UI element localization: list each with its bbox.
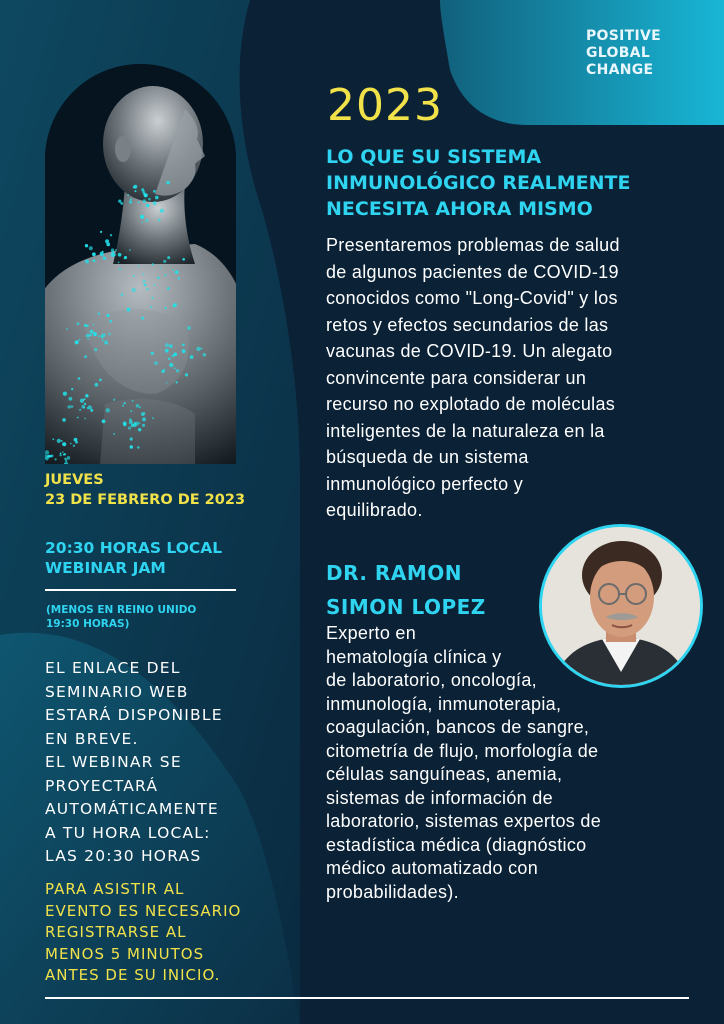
event-time [45, 538, 222, 578]
immune-particle [135, 190, 137, 192]
immune-particle [120, 202, 123, 205]
immune-particle [162, 370, 165, 373]
immune-particle [127, 194, 129, 196]
immune-particle [138, 202, 140, 204]
immune-particle [150, 306, 152, 308]
immune-particle [174, 353, 176, 355]
immune-particle [137, 446, 140, 449]
event-platform: WEBINAR JAM [45, 559, 166, 577]
immune-particle [133, 275, 135, 277]
registration-note [45, 879, 241, 987]
event-full-date: 23 DE FEBRERO DE 2023 [45, 492, 246, 508]
immune-particle [118, 200, 121, 203]
immune-particle [129, 200, 132, 203]
immune-particle [142, 273, 144, 275]
uk-note-line-2: 19:30 HORAS) [46, 618, 130, 630]
immune-particle [95, 383, 99, 387]
bio-line: Experto en [326, 623, 417, 643]
immune-particle [136, 404, 140, 408]
immune-particle [165, 349, 169, 353]
immune-particle [130, 198, 132, 200]
description-line: recurso no explotado de moléculas [326, 394, 616, 414]
immune-particle [92, 252, 96, 256]
uk-note-line-1: (MENOS EN REINO UNIDO [46, 604, 197, 616]
description-line: Presentaremos problemas de salud [326, 235, 620, 255]
bottom-divider [45, 997, 689, 999]
immune-particle [174, 367, 176, 369]
immune-particle [55, 458, 57, 460]
immune-particle [102, 340, 104, 342]
immune-particle [52, 438, 54, 440]
immune-particle [141, 222, 143, 224]
immune-particle [160, 209, 164, 213]
immune-particle [182, 258, 185, 261]
immune-particle [87, 338, 89, 340]
registration-line: REGISTRARSE AL [45, 923, 187, 941]
immune-particle [153, 201, 157, 205]
immune-particle [143, 199, 147, 203]
immune-particle [64, 458, 67, 461]
immune-particle [90, 330, 94, 334]
immune-particle [83, 407, 85, 409]
immune-particle [160, 268, 162, 270]
event-year: 2023 [327, 80, 443, 131]
immune-particle [148, 198, 151, 201]
immune-particle [185, 373, 188, 376]
speaker-name-line-1: DR. RAMON [326, 561, 462, 585]
immune-particle [89, 246, 93, 250]
immune-particle [111, 248, 114, 251]
bio-line: de laboratorio, oncología, [326, 670, 537, 690]
bio-line: citometría de flujo, morfología de [326, 740, 599, 761]
immune-particle [118, 253, 122, 257]
immune-particle [119, 268, 121, 270]
info-line: SEMINARIO WEB [45, 682, 189, 701]
immune-particle [138, 265, 140, 267]
headline-line-2: INMUNOLÓGICO REALMENTE [326, 172, 631, 194]
immune-particle [66, 328, 68, 330]
immune-particle [118, 262, 120, 264]
immune-particle [158, 219, 161, 222]
description-line: vacunas de COVID-19. Un alegato [326, 341, 613, 361]
immune-particle [152, 263, 154, 265]
immune-particle [169, 363, 173, 367]
immune-particle [65, 460, 67, 462]
immune-particle [90, 409, 93, 412]
immune-particle [93, 324, 95, 326]
immune-particle [94, 348, 97, 351]
immune-particle [132, 400, 134, 402]
info-line: AUTOMÁTICAMENTE [45, 800, 219, 818]
immune-particle [203, 353, 206, 356]
immune-particle [146, 204, 150, 208]
immune-particle [85, 394, 88, 397]
immune-particle [164, 274, 166, 276]
immune-particle [177, 277, 180, 280]
immune-particle [130, 445, 133, 448]
immune-particle [200, 348, 202, 350]
logo-line-3: CHANGE [586, 62, 654, 78]
uk-time-note [46, 603, 196, 631]
immune-particle [172, 269, 174, 271]
immune-particle [85, 260, 89, 264]
immune-particle [61, 440, 63, 442]
speaker-name-line-2: SIMON LOPEZ [326, 595, 486, 619]
immune-particle [141, 412, 145, 416]
immune-particle [79, 409, 81, 411]
left-divider [45, 589, 236, 591]
immune-particle [78, 377, 81, 380]
immune-particle [122, 405, 124, 407]
immune-particle [163, 260, 166, 263]
immune-particle [45, 450, 49, 454]
speaker-bio [326, 622, 601, 904]
description-line: conocidos como "Long-Covid" y los [326, 288, 618, 308]
bio-line: hematología clínica y [326, 646, 502, 667]
immune-particle [142, 417, 146, 421]
immune-particle [121, 293, 124, 296]
info-line: EL ENLACE DEL [45, 659, 181, 677]
immune-particle [182, 344, 185, 347]
registration-line: EVENTO ES NECESARIO [45, 901, 242, 920]
immune-particle [113, 433, 115, 435]
immune-particle [169, 344, 173, 348]
immune-particle [103, 257, 106, 260]
immune-particle [187, 326, 191, 330]
bio-line: coagulación, bancos de sangre, [326, 717, 590, 737]
immune-particle [63, 392, 67, 396]
immune-particle [129, 249, 131, 251]
immune-particle [62, 442, 66, 446]
immune-particle [141, 317, 144, 320]
immune-particle [106, 408, 110, 412]
webinar-info [45, 657, 223, 869]
info-line: PROYECTARÁ [45, 776, 159, 795]
immune-particle [124, 256, 127, 259]
immune-particle [73, 445, 75, 447]
headline-line-1: LO QUE SU SISTEMA [326, 146, 542, 168]
immune-particle [152, 417, 154, 419]
immune-particle [100, 252, 104, 256]
immune-particle [62, 451, 64, 453]
bio-line: sistemas de información de [326, 787, 553, 808]
immune-particle [190, 355, 194, 359]
immune-particle [111, 253, 115, 257]
immune-particle [168, 358, 170, 360]
immune-particle [167, 256, 170, 259]
immune-particle [77, 417, 79, 419]
immune-particle [84, 418, 86, 420]
immune-particle [68, 405, 71, 408]
immune-particle [93, 332, 97, 336]
immune-particle [154, 284, 156, 286]
description-line: equilibrado. [326, 500, 423, 520]
speaker-name [326, 556, 486, 624]
immune-particle [110, 234, 112, 236]
immune-particle [70, 443, 72, 445]
description-line: inteligentes de la naturaleza en la [326, 420, 605, 441]
immune-particle [51, 454, 54, 457]
immune-particle [98, 313, 100, 315]
info-line: EN BREVE. [45, 729, 139, 748]
immune-particle [182, 349, 186, 353]
info-line: LAS 20:30 HORAS [45, 847, 202, 865]
immune-particle [79, 339, 81, 341]
headline-line-3: NECESITA AHORA MISMO [326, 198, 593, 220]
immune-particle [152, 297, 154, 299]
immune-particle [176, 369, 179, 372]
immune-particle [74, 438, 78, 442]
immune-particle [98, 335, 100, 337]
immune-particle [60, 454, 62, 456]
description-line: inmunológico perfecto y [326, 473, 524, 494]
info-line: EL WEBINAR SE [45, 753, 182, 771]
logo-line-2: GLOBAL [586, 45, 651, 61]
immune-particle [155, 196, 159, 200]
immune-particle [127, 308, 131, 312]
immune-particle [84, 324, 87, 327]
bio-line: inmunología, inmunoterapia, [326, 693, 562, 714]
immune-particle [69, 397, 73, 401]
immune-particle [123, 423, 126, 426]
immune-particle [84, 403, 86, 405]
immune-particle [141, 188, 144, 191]
immune-particle [115, 249, 117, 251]
immune-particle [88, 406, 92, 410]
event-description [326, 232, 696, 524]
event-local-time: 20:30 HORAS LOCAL [45, 539, 223, 557]
immune-particle [106, 243, 110, 247]
event-day: JUEVES [45, 472, 104, 488]
immune-particle [84, 355, 87, 358]
bio-line: probabilidades). [326, 881, 459, 902]
immune-particle [130, 410, 132, 412]
description-line: de algunos pacientes de COVID-19 [326, 261, 619, 282]
immune-particle [143, 193, 146, 196]
immune-particle [142, 424, 145, 427]
immune-particle [60, 453, 62, 455]
immune-particle [173, 304, 176, 307]
immune-particle [143, 280, 146, 283]
positive-global-change-logo [586, 28, 661, 79]
registration-line: PARA ASISTIR AL [45, 880, 185, 898]
immune-particle [84, 398, 86, 400]
immune-particle [157, 277, 160, 280]
immune-particle [140, 215, 144, 219]
description-line: retos y efectos secundarios de las [326, 314, 609, 335]
info-line: ESTARÁ DISPONIBLE [45, 706, 223, 724]
bio-line: médico automatizado con [326, 858, 539, 878]
immune-particle [167, 287, 170, 290]
immune-particle [175, 270, 179, 274]
immune-system-figure-image [45, 64, 236, 464]
immune-particle [166, 382, 168, 384]
immune-particle [101, 335, 104, 338]
immune-particle [71, 405, 74, 408]
immune-particle [165, 307, 167, 309]
immune-particle [100, 231, 102, 233]
immune-particle [132, 288, 136, 292]
immune-particle [45, 457, 48, 460]
info-line: A TU HORA LOCAL: [45, 823, 211, 842]
immune-particle [138, 428, 141, 431]
immune-particle [133, 186, 135, 188]
immune-particle [102, 419, 106, 423]
immune-particle [64, 453, 66, 455]
immune-particle [108, 333, 111, 336]
immune-particle [107, 314, 110, 317]
immune-particle [165, 343, 169, 347]
immune-particle [129, 418, 132, 421]
immune-particle [62, 418, 66, 422]
registration-line: ANTES DE SU INICIO. [45, 966, 221, 984]
immune-particle [109, 320, 112, 323]
event-date [45, 470, 245, 510]
immune-particle [139, 407, 141, 409]
immune-particle [104, 340, 108, 344]
immune-particle [133, 423, 137, 427]
immune-particle [57, 439, 61, 443]
immune-particle [99, 379, 102, 382]
immune-particle [130, 437, 133, 440]
immune-particle [196, 347, 200, 351]
immune-particle [138, 422, 140, 424]
immune-particle [128, 426, 131, 429]
immune-particle [176, 381, 178, 383]
immune-particle [71, 388, 73, 390]
immune-particle [86, 334, 90, 338]
immune-particle [67, 456, 71, 460]
immune-particle [146, 288, 149, 291]
immune-particle [151, 352, 154, 355]
immune-particle [75, 340, 79, 344]
immune-particle [124, 402, 126, 404]
bio-line: laboratorio, sistemas expertos de [326, 811, 602, 831]
description-line: convincente para considerar un [326, 367, 587, 388]
immune-particle [145, 219, 148, 222]
event-headline [326, 144, 686, 222]
immune-particle [144, 284, 147, 287]
logo-line-1: POSITIVE [586, 28, 662, 44]
immune-particle [113, 399, 115, 401]
immune-particle [80, 399, 84, 403]
immune-particle [154, 361, 158, 365]
bio-line: células sanguíneas, anemia, [326, 764, 563, 784]
bio-line: estadística médica (diagnóstico [326, 834, 587, 855]
immune-particle [77, 322, 80, 325]
description-line: búsqueda de un sistema [326, 447, 529, 467]
immune-particle [153, 190, 156, 193]
immune-particle [85, 244, 88, 247]
registration-line: MENOS 5 MINUTOS [45, 944, 205, 963]
immune-particle [166, 181, 170, 185]
immune-particle [93, 259, 96, 262]
